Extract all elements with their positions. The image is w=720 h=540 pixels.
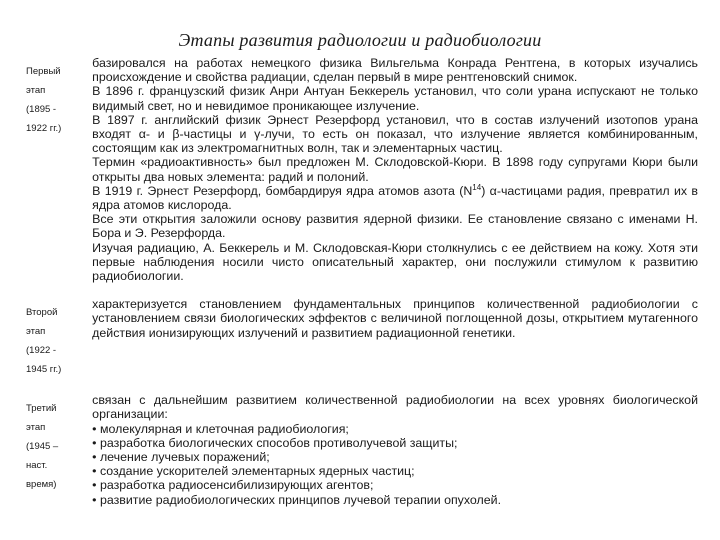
stage-1-label-line: Первый <box>26 66 61 77</box>
stage-3-bullet: • лечение лучевых поражений; <box>92 450 270 465</box>
stage-2-label <box>26 297 88 379</box>
stage-3-label-line: этап <box>26 422 46 434</box>
stage-1-paragraph: базировался на работах немецкого физика Вильгельма Конрада Рентгена, в которых изучались происхождение и свойства радиации, сделан первый в мире рентгеновский снимок. <box>92 56 698 85</box>
stage-2-label-line: 1945 гг.) <box>26 364 62 376</box>
rutherford-text-after: ) α-частицами радия, превратил их в ядра атомов кислорода. <box>92 183 698 213</box>
stage-3-label-line: Третий <box>26 403 57 415</box>
stage-3-label <box>26 393 88 507</box>
stage-3-label-line: (1945 – <box>26 441 59 453</box>
stage-3-bullet: • создание ускорителей элементарных ядерных частиц; <box>92 464 415 479</box>
nitrogen-isotope-superscript: 14 <box>472 182 482 192</box>
stage-2-label-line: Второй <box>26 307 58 319</box>
stage-row-3 <box>26 393 698 507</box>
stage-1-paragraph-rutherford <box>92 184 698 212</box>
rutherford-text-before: В 1919 г. Эрнест Резерфорд, бомбардируя ядра атомов азота (N <box>92 183 473 198</box>
stage-3-label-line: время) <box>26 479 57 491</box>
stage-2-paragraph: характеризуется становлением фундаментальных принципов количественной радиобиологии с установлением связи биологических эффектов с величиной поглощенной дозы, открытием мутагенного действия ионизирующих излучений и развитием радиационной генетики. <box>92 297 698 340</box>
stage-1-paragraph: В 1896 г. французский физик Анри Антуан Беккерель установил, что соли урана испускают не только видимый свет, но и невидимое проникающее излучение. <box>92 84 698 113</box>
stage-1-label-line: (1895 - <box>26 104 57 115</box>
stage-3-bullet: • разработка биологических способов противолучевой защиты; <box>92 435 458 450</box>
stage-3-bullet: • развитие радиобиологических принципов лучевой терапии опухолей. <box>92 492 502 507</box>
stage-3-intro: связан с дальнейшим развитием количественной радиобиологии на всех уровнях биологической организации: <box>92 393 698 422</box>
stage-1-paragraph: Изучая радиацию, А. Беккерель и М. Склодовская-Кюри столкнулись с ее действием на кожу. Хотя эти первые наблюдения носили чисто описательный характер, они послужили стимулом к развитию радиобиологии. <box>92 240 698 284</box>
stage-1-paragraph: Термин «радиоактивность» был предложен М. Склодовской-Кюри. В 1898 году супругами Кюри были открыты два новых элемента: радий и полоний. <box>92 155 698 184</box>
stage-1-paragraph: В 1897 г. английский физик Эрнест Резерфорд установил, что в состав излучений изотопов урана входят α- и β-частицы и γ-лучи, то есть он показал, что излучение является комбинированным, состоящим как из электромагнитных волн, так и элементарных частиц. <box>92 112 698 156</box>
stage-row-1 <box>26 56 698 283</box>
page-title: Этапы развития радиологии и радиобиологии <box>178 30 542 50</box>
stage-1-label-line: этап <box>26 85 46 96</box>
stage-3-label-line: наст. <box>26 460 48 472</box>
stage-3-bullet: • молекулярная и клеточная радиобиология; <box>92 421 349 436</box>
stage-1-label <box>26 56 88 283</box>
row-gap <box>26 283 698 297</box>
stage-2-description <box>88 297 698 379</box>
stage-1-label-line: 1922 гг.) <box>26 123 62 134</box>
stage-2-label-line: этап <box>26 326 46 338</box>
stage-row-2 <box>26 297 698 379</box>
stage-1-paragraph: Все эти открытия заложили основу развития ядерной физики. Ее становление связано с именами Н. Бора и Э. Резерфорда. <box>92 212 698 241</box>
stage-1-description <box>88 56 698 283</box>
stage-2-label-line: (1922 - <box>26 345 57 357</box>
stage-3-description <box>88 393 698 507</box>
stages-table <box>26 56 698 507</box>
row-gap <box>26 379 698 393</box>
stage-3-bullet: • разработка радиосенсибилизирующих агентов; <box>92 478 374 493</box>
